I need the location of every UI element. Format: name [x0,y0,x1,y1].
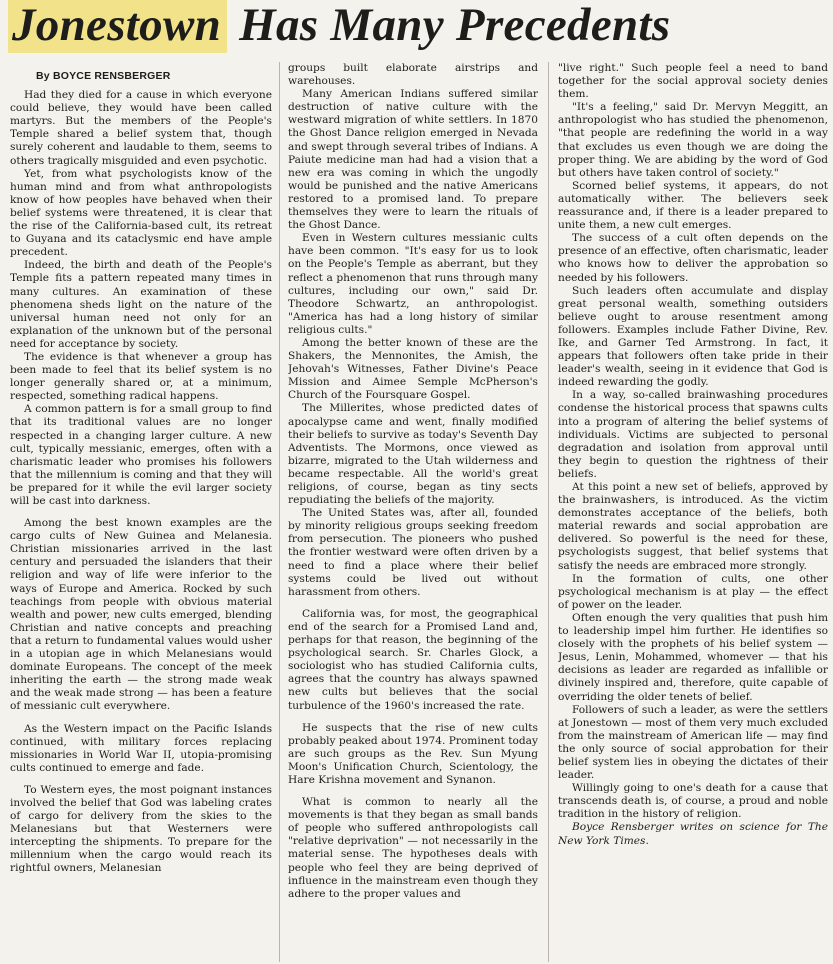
paragraph: "It's a feeling," said Dr. Mervyn Meggitt, an anthropologist who has studied the phenomenon, "that people are redefining the world in a way that excludes us even though we are doing the proper thing. We are abiding by the word of God but others have taken control of society." [558,101,828,179]
paragraph: To Western eyes, the most poignant instances involved the belief that God was labeling crates of cargo for delivery from the skies to the Melanesians but that Westerners were intercepting the shipments. To prepare for the millennium when the cargo would reach its rightful owners, Melanesian [10,783,272,875]
paragraph: groups built elaborate airstrips and warehouses. [288,62,538,88]
article-column-3 [558,62,828,962]
author-signature: Boyce Rensberger writes on science for The New York Times. [558,821,828,847]
article-column-2 [288,62,538,962]
paragraph: Among the better known of these are the Shakers, the Mennonites, the Amish, the Jehovah's Witnesses, Father Divine's Peace Mission and Aimee Semple McPherson's Church of the Foursquare Gospel. [288,336,538,402]
article-column-1 [10,62,272,962]
paragraph: Yet, from what psychologists know of the human mind and from what anthropologists know of how peoples have behaved when their belief systems were threatened, it is clear that the rise of the California-based cult, its retreat to Guyana and its cataclysmic end have ample precedent. [10,167,272,259]
headline-highlighted-word: Jonestown [8,0,227,53]
paragraph: What is common to nearly all the movements is that they began as small bands of people who suffered anthropologists call "relative deprivation" — not necessarily in the material sense. The hypotheses deals with people who feel they are being deprived of influence in the mainstream even though they adhere to the proper values and [288,796,538,900]
paragraph: Followers of such a leader, as were the settlers at Jonestown — most of them very much excluded from the mainstream of American life — may find the only source of social approbation for their belief system lies in obeying the dictates of their leader. [558,703,828,782]
headline-rest: Has Many Precedents [227,0,671,51]
paragraph: Indeed, the birth and death of the People's Temple fits a pattern repeated many times in many cultures. An examination of these phenomena sheds light on the nature of the universal human need not only for an explanation of the unknown but of the personal need for acceptance by society. [10,259,272,350]
paragraph: Often enough the very qualities that push him to leadership impel him further. He identifies so closely with the prophets of his belief system — Jesus, Lenin, Mohammed, whomever — that his decisions as leader are regarded as infallible or divinely inspired and, therefore, quite capable of overriding the older tenets of belief. [558,611,828,703]
paragraph: Among the best known examples are the cargo cults of New Guinea and Melanesia. Christian missionaries arrived in the last century and persuaded the islanders that their religion and way of life were inferior to the ways of Europe and America. Rocked by such teachings from people with obvious material wealth and power, new cults emerged, blending Christian and native concepts and preaching that a return to fundamental values would usher in a utopian age in which Melanesians would dominate Europeans. The concept of the meek inheriting the earth — the strong made weak and the weak made strong — has been a feature of messianic cult everywhere. [10,517,272,713]
paragraph: Many American Indians suffered similar destruction of native culture with the westward migration of white settlers. In 1870 the Ghost Dance religion emerged in Nevada and swept through several tribes of Indians. A Paiute medicine man had had a vision that a new era was coming in which the ungodly would be punished and the native Americans restored to a promised land. To prepare themselves they were to learn the rituals of the Ghost Dance. [288,88,538,232]
paragraph: A common pattern is for a small group to find that its traditional values are no longer respected in a changing larger culture. A new cult, typically messianic, emerges, often with a charismatic leader who promises his followers that the millennium is coming and that they will be prepared for it while the evil larger society will be cast into darkness. [10,403,272,507]
byline: By BOYCE RENSBERGER [36,70,171,82]
paragraph: "live right." Such people feel a need to band together for the social approval society denies them. [558,62,828,101]
paragraph: California was, for most, the geographical end of the search for a Promised Land and, perhaps for that reason, the beginning of the psychological search. Sr. Charles Glock, a sociologist who has studied California cults, agrees that the country has always spawned new cults but believes that the social turbulence of the 1960's increased the rate. [288,607,538,712]
paragraph: Willingly going to one's death for a cause that transcends death is, of course, a proud and noble tradition in the history of religion. [558,782,828,821]
paragraph: Scorned belief systems, it appears, do not automatically wither. The believers seek reassurance and, if there is a leader prepared to unite them, a new cult emerges. [558,179,828,232]
paragraph: The Millerites, whose predicted dates of apocalypse came and went, finally modified their beliefs to survive as today's Seventh Day Adventists. The Mormons, once viewed as bizarre, migrated to the Utah wilderness and became respectable. All the world's great religions, of course, began as tiny sects repudiating the beliefs of the majority. [288,402,538,507]
column-rule [548,62,549,962]
paragraph: Even in Western cultures messianic cults have been common. "It's easy for us to look on the People's Temple as aberrant, but they reflect a phenomenon that runs through many cultures, including our own," said Dr. Theodore Schwartz, an anthropologist. "America has had a long history of similar religious cults." [288,232,538,336]
paragraph: The success of a cult often depends on the presence of an effective, often charismatic, leader who knows how to deliver the approbation so needed by his followers. [558,232,828,284]
paragraph: In the formation of cults, one other psychological mechanism is at play — the effect of power on the leader. [558,572,828,611]
paragraph: Such leaders often accumulate and display great personal wealth, something outsiders believe ought to arouse resentment among followers. Examples include Father Divine, Rev. Ike, and Garner Ted Armstrong. In fact, it appears that followers often take pride in their leader's wealth, seeing in it evidence that God is indeed rewarding the godly. [558,284,828,389]
paragraph: At this point a new set of beliefs, approved by the brainwashers, is introduced. As the victim demonstrates acceptance of the beliefs, both material rewards and social approbation are delivered. So powerful is the need for these, psychologists suggest, that belief systems that satisfy the needs are embraced more strongly. [558,481,828,572]
column-rule [279,62,280,962]
headline [8,0,830,56]
paragraph: In a way, so-called brainwashing procedures condense the historical process that spawns cults into a program of altering the belief systems of individuals. Victims are subjected to personal degradation and isolation from approval until they begin to question the rightness of their beliefs. [558,389,828,480]
paragraph: The evidence is that whenever a group has been made to feel that its belief system is no longer generally shared or, at a minimum, respected, something radical happens. [10,350,272,403]
paragraph: He suspects that the rise of new cults probably peaked about 1974. Prominent today are such groups as the Rev. Sun Myung Moon's Unification Church, Scientology, the Hare Krishna movement and Synanon. [288,721,538,786]
paragraph: Had they died for a cause in which everyone could believe, they would have been called martyrs. But the members of the People's Temple shared a belief system that, though surely coherent and laudable to them, seems to others tragically misguided and even psychotic. [10,89,272,167]
paragraph: The United States was, after all, founded by minority religious groups seeking freedom from persecution. The pioneers who pushed the frontier westward were often driven by a need to find a place where their belief systems could be lived out without harassment from others. [288,507,538,598]
paragraph: As the Western impact on the Pacific Islands continued, with military forces replacing missionaries in World War II, utopia-promising cults continued to emerge and fade. [10,722,272,774]
